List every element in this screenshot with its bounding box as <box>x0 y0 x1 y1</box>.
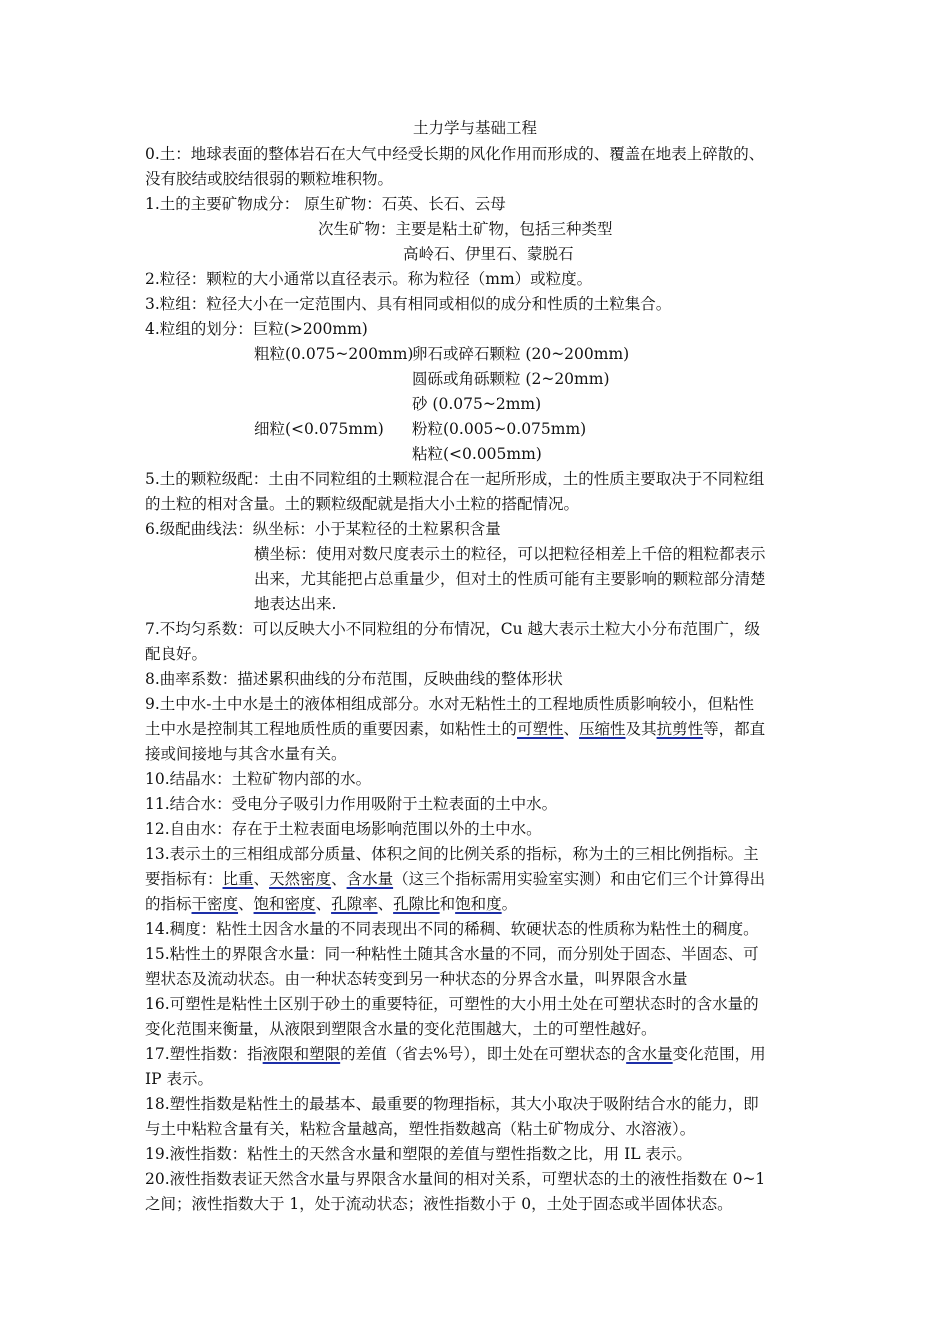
para-4-gravel: 卵石或碎石颗粒 (20~200mm) <box>412 345 630 363</box>
para-0-line1: 0.土：地球表面的整体岩石在大气中经受长期的风化作用而形成的、覆盖在地表上碎散的、 <box>145 145 765 163</box>
text-span: 等，都直 <box>703 720 766 738</box>
para-20-line2: 之间；液性指数大于 1，处于流动状态；液性指数小于 0，土处于固态或半固体状态。 <box>145 1195 733 1213</box>
link-specific-gravity[interactable]: 比重 <box>222 870 254 888</box>
para-7-line2: 配良好。 <box>145 645 208 663</box>
para-6-line3: 出来，尤其能把占总重量少，但对土的性质可能有主要影响的颗粒部分清楚 <box>254 570 766 588</box>
link-saturation[interactable]: 饱和度 <box>455 895 502 913</box>
text-span: 。 <box>501 895 518 913</box>
para-6-line1: 6.级配曲线法：纵坐标：小于某粒径的土粒累积含量 <box>145 520 501 538</box>
link-natural-density[interactable]: 天然密度 <box>269 870 332 888</box>
text-span: （这三个指标需用实验室实测）和由它们三个计算得出 <box>393 870 766 888</box>
para-15-line1: 15.粘性土的界限含水量：同一种粘性土随其含水量的不同，而分别处于固态、半固态、可 <box>145 945 759 963</box>
text-span: 和 <box>439 895 456 913</box>
para-7-line1: 7.不均匀系数：可以反映大小不同粒组的分布情况，Cu 越大表示土粒大小分布范围广，级 <box>145 620 761 638</box>
para-17-line2: IP 表示。 <box>145 1070 213 1088</box>
para-3: 3.粒组：粒径大小在一定范围内、具有相同或相似的成分和性质的土粒集合。 <box>145 295 672 313</box>
text-span: 、 <box>315 895 332 913</box>
para-18-line1: 18.塑性指数是粘性土的最基本、最重要的物理指标，其大小取决于吸附结合水的能力，即 <box>145 1095 759 1113</box>
para-1-line3: 高岭石、伊里石、蒙脱石 <box>403 245 574 263</box>
para-6-line2: 横坐标：使用对数尺度表示土的粒径，可以把粒径相差上千倍的粗粒都表示 <box>254 545 766 563</box>
para-18-line2: 与土中粘粒含量有关，粘粒含量越高，塑性指数越高（粘土矿物成分、水溶液）。 <box>145 1120 696 1138</box>
para-20-line1: 20.液性指数表证天然含水量与界限含水量间的相对关系，可塑状态的土的液性指数在 0~1 <box>145 1170 766 1188</box>
para-4-coarse-label: 粗粒(0.075~200mm) <box>254 345 414 363</box>
text-span: 、 <box>563 720 580 738</box>
para-8: 8.曲率系数：描述累积曲线的分布范围，反映曲线的整体形状 <box>145 670 563 688</box>
para-15-line2: 塑状态及流动状态。由一种状态转变到另一种状态的分界含水量，叫界限含水量 <box>145 970 688 988</box>
para-9-line2 <box>145 717 765 742</box>
text-span: 要指标有： <box>145 870 223 888</box>
para-13-line3 <box>145 892 517 917</box>
para-5-line2: 的土粒的相对含量。土的颗粒级配就是指大小土粒的搭配情况。 <box>145 495 580 513</box>
para-2: 2.粒径：颗粒的大小通常以直径表示。称为粒径（mm）或粒度。 <box>145 270 593 288</box>
link-water-content-2[interactable]: 含水量 <box>626 1045 673 1063</box>
link-saturated-density[interactable]: 饱和密度 <box>253 895 316 913</box>
para-4-rounded-gravel: 圆砾或角砾颗粒 (2~20mm) <box>412 370 610 388</box>
text-span: 、 <box>253 870 270 888</box>
para-1-line1: 1.土的主要矿物成分： 原生矿物：石英、长石、云母 <box>145 195 506 213</box>
para-16-line2: 变化范围来衡量，从液限到塑限含水量的变化范围越大，土的可塑性越好。 <box>145 1020 657 1038</box>
para-4-sand: 砂 (0.075~2mm) <box>412 395 542 413</box>
link-water-content[interactable]: 含水量 <box>346 870 394 888</box>
link-shear-resistance[interactable]: 抗剪性 <box>656 720 704 738</box>
para-11: 11.结合水：受电分子吸引力作用吸附于土粒表面的土中水。 <box>145 795 558 813</box>
para-14: 14.稠度：粘性土因含水量的不同表现出不同的稀稠、软硬状态的性质称为粘性土的稠度。 <box>145 920 759 938</box>
para-16-line1: 16.可塑性是粘性土区别于砂土的重要特征，可塑性的大小用土处在可塑状态时的含水量的 <box>145 995 759 1013</box>
para-6-line4: 地表达出来. <box>254 595 337 613</box>
link-void-ratio[interactable]: 孔隙比 <box>393 895 440 913</box>
text-span: 、 <box>331 870 347 888</box>
link-liquid-plastic-limit[interactable]: 液限和塑限 <box>262 1045 341 1063</box>
document-title: 土力学与基础工程 <box>412 119 537 137</box>
para-5-line1: 5.土的颗粒级配：土由不同粒组的土颗粒混合在一起所形成，土的性质主要取决于不同粒组 <box>145 470 765 488</box>
para-19: 19.液性指数：粘性土的天然含水量和塑限的差值与塑性指数之比，用 IL 表示。 <box>145 1145 692 1163</box>
para-4-clay: 粘粒(<0.005mm) <box>412 445 542 463</box>
para-4-line1: 4.粒组的划分：巨粒(>200mm) <box>145 320 368 338</box>
para-13-line1: 13.表示土的三相组成部分质量、体积之间的比例关系的指标，称为土的三相比例指标。主 <box>145 845 759 863</box>
link-plasticity[interactable]: 可塑性 <box>517 720 564 738</box>
para-0-line2: 没有胶结或胶结很弱的颗粒堆积物。 <box>145 170 394 188</box>
text-span: 、 <box>238 895 254 913</box>
text-span: 的指标 <box>145 895 192 913</box>
text-span: 及其 <box>625 720 657 738</box>
para-1-line2: 次生矿物：主要是粘土矿物，包括三种类型 <box>318 220 613 238</box>
text-span: 的差值（省去%号），即土处在可塑状态的 <box>340 1045 627 1063</box>
para-9-line1: 9.土中水-土中水是土的液体相组成部分。水对无粘性土的工程地质性质影响较小，但粘性 <box>145 695 755 713</box>
para-17-line1 <box>145 1042 766 1067</box>
para-4-fine-label: 细粒(<0.075mm) <box>254 420 384 438</box>
para-12: 12.自由水：存在于土粒表面电场影响范围以外的土中水。 <box>145 820 542 838</box>
link-dry-density[interactable]: 干密度 <box>191 895 239 913</box>
para-10: 10.结晶水：土粒矿物内部的水。 <box>145 770 372 788</box>
text-span: 土中水是控制其工程地质性质的重要因素，如粘性土的 <box>145 720 518 738</box>
text-span: 17.塑性指数：指 <box>145 1045 263 1063</box>
para-13-line2 <box>145 867 765 892</box>
link-compressibility[interactable]: 压缩性 <box>579 720 626 738</box>
para-4-silt: 粉粒(0.005~0.075mm) <box>412 420 587 438</box>
link-porosity[interactable]: 孔隙率 <box>331 895 378 913</box>
para-9-line3: 接或间接地与其含水量有关。 <box>145 745 347 763</box>
text-span: 、 <box>377 895 394 913</box>
text-span: 变化范围，用 <box>672 1045 766 1063</box>
